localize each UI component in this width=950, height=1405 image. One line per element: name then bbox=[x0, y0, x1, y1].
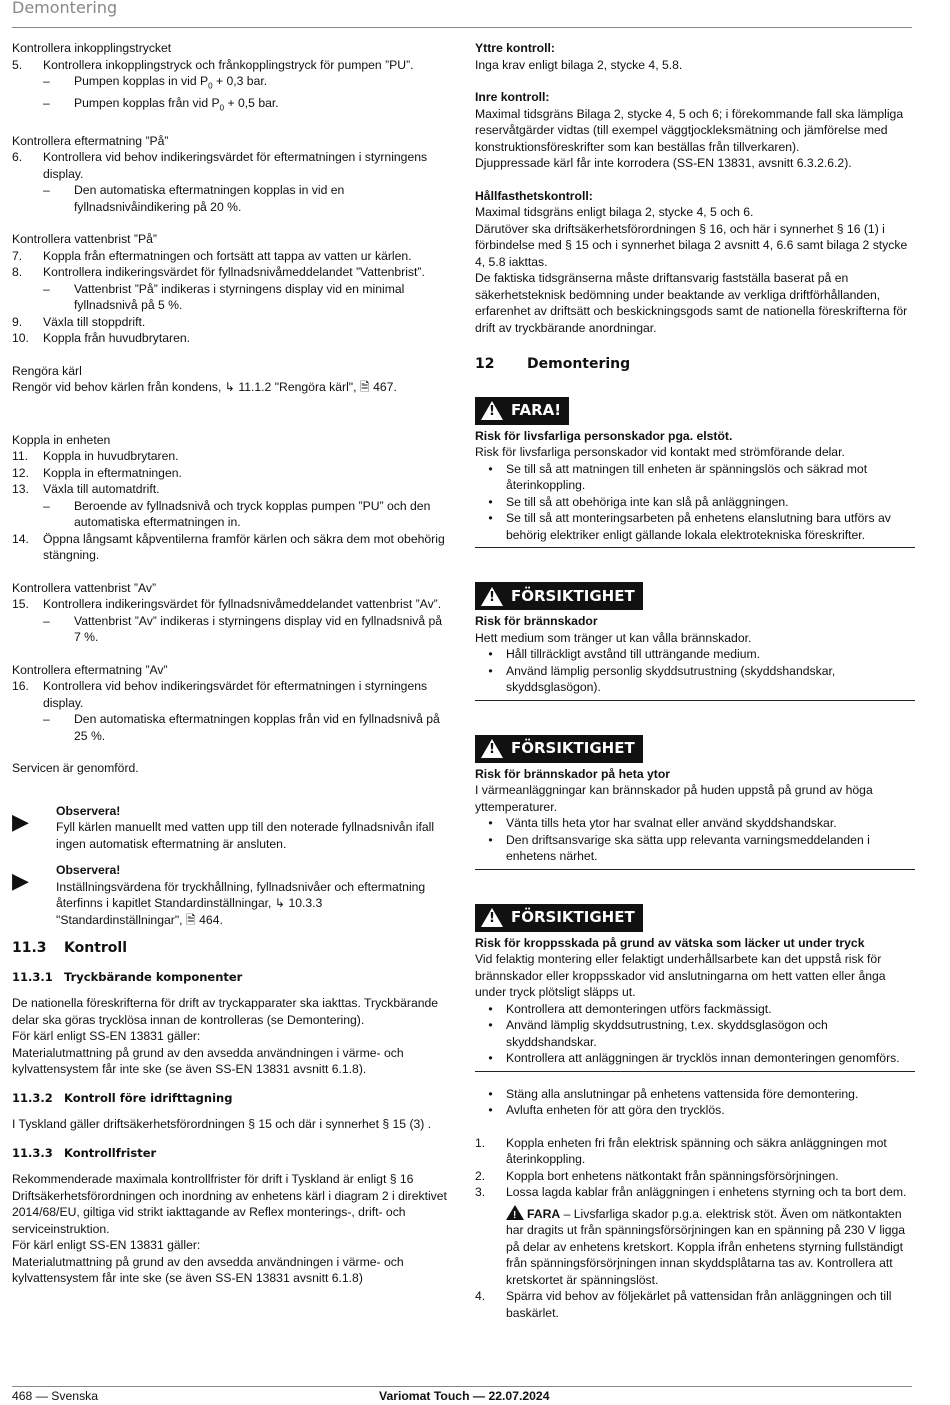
list-item: – Pumpen kopplas från vid $P_0 + 0,5$ bar. bbox=[43, 95, 279, 113]
cross-reference-link[interactable]: 11.1.2 "Rengöra kärl", bbox=[238, 380, 360, 395]
subsection-heading: 11.3.2 Kontroll före idrifttagning bbox=[12, 1090, 233, 1105]
inline-danger-note: !FARA – Livsfarliga skador p.g.a. elektrisk stöt. Även om nätkontakten har dragits ut från spänningsförsörjningen kan en spänning på 230 V ligga på delar av enhetens kretskort. Koppla ifrån enhetens styrning fullständigt från spänningsförsörjningen innan skyddsplåtarna tas av. Kontrollera att kretskortet är spänningslöst. bbox=[475, 1205, 915, 1289]
right-column bbox=[475, 40, 915, 1321]
list-item: • Använd lämplig personlig skyddsutrustning (skyddshandskar, skyddsglasögon). bbox=[488, 663, 836, 694]
paragraph: Därutöver ska driftsäkerhetsförordningen § 16, och här i synnerhet § 16 (1) i förbindelse med § 15 och i synnerhet bilaga 2 avsnitt 4, 6.6 samt bilaga 2 stycke 4, 5.8 iakttas. bbox=[475, 221, 908, 269]
list-item: • Kontrollera att demonteringen utförs fackmässigt. bbox=[488, 1001, 772, 1016]
warning-triangle-icon bbox=[481, 908, 503, 927]
paragraph: Maximal tidsgräns enligt bilaga 2, stycke 4, 5 och 6. bbox=[475, 205, 754, 219]
list-item: • Se till så att obehöriga inte kan slå på anläggningen. bbox=[488, 494, 789, 509]
warning-triangle-icon bbox=[481, 587, 503, 606]
caution-warning-box: ! FÖRSIKTIGHET Risk för brännskador Hett medium som tränger ut kan vålla brännskador. • Håll tillräckligt avstånd till utträngande medium. • Använd lämplig personlig skyddsutrustning (skyddshandskar, skyddsglasögon). bbox=[475, 582, 915, 701]
caution-warning-box: ! FÖRSIKTIGHET Risk för kroppsskada på grund av vätska som läcker ut under tryck Vid felaktig montering eller felaktigt underhållsarbete kan det uppstå risk för brännskador eller kroppsskador vid anslutningarna om hett vatten eller ånga under tryck plötsligt släpps ut. • Kontrollera att demonteringen utförs fackmässigt. • Använd lämplig skyddsutrustning, t.ex. skyddsglasögon och skyddshandskar. • Kontrollera att anläggningen är trycklös innan demonteringen genomförs. bbox=[475, 904, 915, 1072]
footer-divider bbox=[12, 1386, 912, 1387]
list-item: 4. Spärra vid behov av följekärlet på vattensidan från anläggningen och till baskärlet. bbox=[475, 1289, 892, 1320]
subsection-heading: 11.3.1 Tryckbärande komponenter bbox=[12, 969, 243, 984]
section-title: Koppla in enheten bbox=[12, 432, 111, 447]
paragraph: De faktiska tidsgränserna måste driftansvarig fastställa baserat på en säkerhetsteknisk bedömning under beaktande av verkliga driftförhållanden, erfarenhet av driftsätt och beskickningsgods samt de nationella föreskrifterna för drift av tryckbärande anordningar. bbox=[475, 271, 908, 335]
section-title: Kontrollera vattenbrist ”Av” bbox=[12, 580, 157, 595]
section-title: Kontrollera eftermatning ”Av” bbox=[12, 662, 168, 677]
list-item: – Den automatiska eftermatningen kopplas in vid en fyllnadsnivåindikering på 20 %. bbox=[43, 183, 345, 214]
list-item: • Avlufta enheten för att göra den trycklös. bbox=[488, 1103, 725, 1117]
page-icon: 🗎 bbox=[185, 912, 196, 927]
list-item: 11. Koppla in huvudbrytaren. bbox=[12, 449, 179, 464]
list-item: 8. Kontrollera indikeringsvärdet för fyllnadsnivåmeddelandet ”Vattenbrist”. bbox=[12, 265, 425, 280]
paragraph: Rekommenderade maximala kontrollfrister för drift i Tyskland är enligt § 16 Driftsäkerhetsförordningen och inordning av enhetens kärl i diagram 2 i direktivet 2014/68/EU, giltiga vid strikt iakttagande av Reflex monterings-, drift- och serviceinstruktion. bbox=[12, 1172, 447, 1236]
list-item: – Vattenbrist ”Av” indikeras i styrningens display vid en fyllnadsnivå på 7 %. bbox=[43, 613, 443, 645]
play-arrow-icon: ▶ bbox=[12, 808, 29, 834]
list-item: 9. Växla till stoppdrift. bbox=[12, 314, 146, 329]
warning-triangle-icon bbox=[506, 1205, 524, 1220]
paragraph: Djuppressade kärl får inte korrodera (SS-EN 13831, avsnitt 6.3.2.6.2). bbox=[475, 156, 852, 170]
list-item: 14. Öppna långsamt kåpventilerna framför kärlen och säkra dem mot obehörig stängning. bbox=[12, 531, 445, 563]
list-item: – Vattenbrist ”På” indikeras i styrningens display vid en minimal fyllnadsnivå på 5 %. bbox=[43, 281, 405, 313]
left-column bbox=[12, 40, 452, 1287]
warning-triangle-icon bbox=[481, 401, 503, 420]
list-item: – Pumpen kopplas in vid $P_0 + 0,3$ bar. bbox=[43, 74, 268, 91]
paragraph: Materialutmattning på grund av den avsedda användningen i värme- och kylvattensystem får inte ske (se även SS-EN 13831 avsnitt 6.1.8). bbox=[12, 1045, 404, 1077]
caution-badge: ! FÖRSIKTIGHET bbox=[475, 582, 643, 610]
list-item: 10. Koppla från huvudbrytaren. bbox=[12, 331, 191, 346]
list-item: 1. Koppla enheten fri från elektrisk spänning och säkra anläggningen mot återinkoppling. bbox=[475, 1135, 887, 1166]
list-item: • Kontrollera att anläggningen är trycklös innan demonteringen genomförs. bbox=[488, 1051, 900, 1065]
page-header: Demontering bbox=[12, 0, 118, 17]
link-arrow-icon[interactable]: ↳ bbox=[224, 380, 235, 395]
link-arrow-icon[interactable]: ↳ bbox=[274, 896, 286, 911]
section-heading: 12 Demontering bbox=[475, 356, 631, 372]
danger-warning-box: ! FARA! Risk för livsfarliga personskador pga. elstöt. Risk för livsfarliga personskador vid kontakt med strömförande delar. • Se till så att matningen till enheten är spänningslös och säkrad mot återinkoppling. • Se till så att obehöriga inte kan slå på anläggningen. • Se till så att monteringsarbeten på enhetens elanslutning bara utförs av behörig elektriker enligt gällande lokala elektrotekniska föreskrifter. bbox=[475, 397, 915, 549]
paragraph: I Tyskland gäller driftsäkerhetsförordningen § 15 och där i synnerhet § 15 (3) . bbox=[12, 1117, 432, 1132]
page-icon: 🗎 bbox=[359, 380, 370, 395]
caution-badge: ! FÖRSIKTIGHET bbox=[475, 904, 643, 932]
section-title: Hållfasthetskontroll: bbox=[475, 188, 593, 203]
list-item: 5. Kontrollera inkopplingstryck och frånkopplingstryck för pumpen ”PU”. bbox=[12, 57, 414, 72]
cross-reference-link[interactable]: 10.3.3 "Standardinställningar", bbox=[56, 896, 323, 927]
list-item: • Se till så att matningen till enheten är spänningslös och säkrad mot återinkoppling. bbox=[488, 461, 868, 492]
header-divider bbox=[12, 27, 912, 28]
list-item: 7. Koppla från eftermatningen och fortsätt att tappa av vatten ur kärlen. bbox=[12, 248, 412, 263]
footer-product: Variomat Touch — 22.07.2024 bbox=[379, 1389, 550, 1403]
section-title: Rengöra kärl bbox=[12, 363, 82, 378]
list-item: • Den driftsansvarige ska sätta upp relevanta varningsmeddelanden i enhetens närhet. bbox=[488, 832, 870, 863]
paragraph: Maximal tidsgräns Bilaga 2, stycke 4, 5 och 6; i förekommande fall ska lämpliga reservåtgärder vidtas (till exempel väggtjockleksmätning och jämförelse med konstruktionsföreskrifter som kan beställas från tillverkaren). bbox=[475, 106, 904, 154]
list-item: 16. Kontrollera vid behov indikeringsvärdet för eftermatningen i styrningens display. bbox=[12, 679, 428, 710]
paragraph: Materialutmattning på grund av den avsedda användningen i värme- och kylvattensystem får inte ske (se även SS-EN 13831 avsnitt 6.1.8) bbox=[12, 1254, 404, 1286]
section-title: Kontrollera vattenbrist ”På” bbox=[12, 232, 157, 247]
list-item: 2. Koppla bort enhetens nätkontakt från spänningsförsörjningen. bbox=[475, 1168, 839, 1183]
danger-badge: ! FARA! bbox=[475, 397, 569, 425]
paragraph: Inga krav enligt bilaga 2, stycke 4, 5.8. bbox=[475, 57, 683, 72]
footer-page-number: 468 — Svenska bbox=[12, 1389, 99, 1403]
subsection-heading: 11.3.3 Kontrollfrister bbox=[12, 1145, 157, 1160]
list-item: • Använd lämplig skyddsutrustning, t.ex. skyddsglasögon och skyddshandskar. bbox=[488, 1018, 828, 1049]
list-item: • Håll tillräckligt avstånd till utträngande medium. bbox=[488, 647, 761, 661]
paragraph: Rengör vid behov kärlen från kondens, ↳ 11.1.2 "Rengöra kärl", 🗎 467. bbox=[12, 380, 397, 395]
section-title: Kontrollera eftermatning ”På” bbox=[12, 133, 169, 148]
section-heading: 11.3 Kontroll bbox=[12, 940, 127, 957]
note-box: ▶ Observera! Inställningsvärdena för tryckhållning, fyllnadsnivåer och eftermatning återfinns i kapitlet Standardinställningar, ↳ 10.3.3 "Standardinställningar", 🗎 464. bbox=[12, 863, 426, 927]
list-item: 6. Kontrollera vid behov indikeringsvärdet för eftermatningen i styrningens display. bbox=[12, 150, 428, 181]
paragraph: De nationella föreskrifterna för drift av tryckapparater ska iakttas. Tryckbärande delar ska göras trycklösa innan de kontrolleras (se Demontering). bbox=[12, 996, 439, 1027]
list-item: • Se till så att monteringsarbeten på enhetens elanslutning bara utförs av behörig elektriker enligt gällande lokala elektrotekniska föreskrifter. bbox=[488, 511, 891, 542]
list-item: – Beroende av fyllnadsnivå och tryck kopplas pumpen ”PU” och den automatiska eftermatningen in. bbox=[43, 498, 431, 530]
warning-triangle-icon bbox=[481, 739, 503, 758]
section-title: Inre kontroll: bbox=[475, 90, 550, 104]
paragraph: För kärl enligt SS-EN 13831 gäller: bbox=[12, 1238, 201, 1253]
caution-warning-box: ! FÖRSIKTIGHET Risk för brännskador på heta ytor I värmeanläggningar kan brännskador på huden uppstå på grund av höga yttemperaturer. • Vänta tills heta ytor har svalnat eller använd skyddshandskar. • Den driftsansvarige ska sätta upp relevanta varningsmeddelanden i enhetens närhet. bbox=[475, 735, 915, 870]
list-item: – Den automatiska eftermatningen kopplas från vid en fyllnadsnivå på 25 %. bbox=[43, 712, 440, 743]
caution-badge: ! FÖRSIKTIGHET bbox=[475, 735, 643, 763]
list-item: 15. Kontrollera indikeringsvärdet för fyllnadsnivåmeddelandet vattenbrist ”Av”. bbox=[12, 597, 442, 612]
note-box: ▶ Observera! Fyll kärlen manuellt med vatten upp till den noterade fyllnadsnivån ifall ingen automatisk eftermatning är ansluten. bbox=[12, 803, 435, 851]
section-title: Kontrollera inkopplingstrycket bbox=[12, 41, 172, 55]
section-title: Yttre kontroll: bbox=[475, 41, 555, 55]
paragraph: För kärl enligt SS-EN 13831 gäller: bbox=[12, 1029, 201, 1044]
list-item: 13. Växla till automatdrift. bbox=[12, 482, 160, 497]
list-item: 12. Koppla in eftermatningen. bbox=[12, 465, 182, 480]
list-item: • Stäng alla anslutningar på enhetens vattensida före demontering. bbox=[488, 1086, 859, 1101]
list-item: 3. Lossa lagda kablar från anläggningen i enhetens styrning och ta bort dem. bbox=[475, 1185, 907, 1199]
list-item: • Vänta tills heta ytor har svalnat eller använd skyddshandskar. bbox=[488, 816, 837, 830]
play-arrow-icon: ▶ bbox=[12, 868, 29, 894]
paragraph: Servicen är genomförd. bbox=[12, 761, 139, 776]
